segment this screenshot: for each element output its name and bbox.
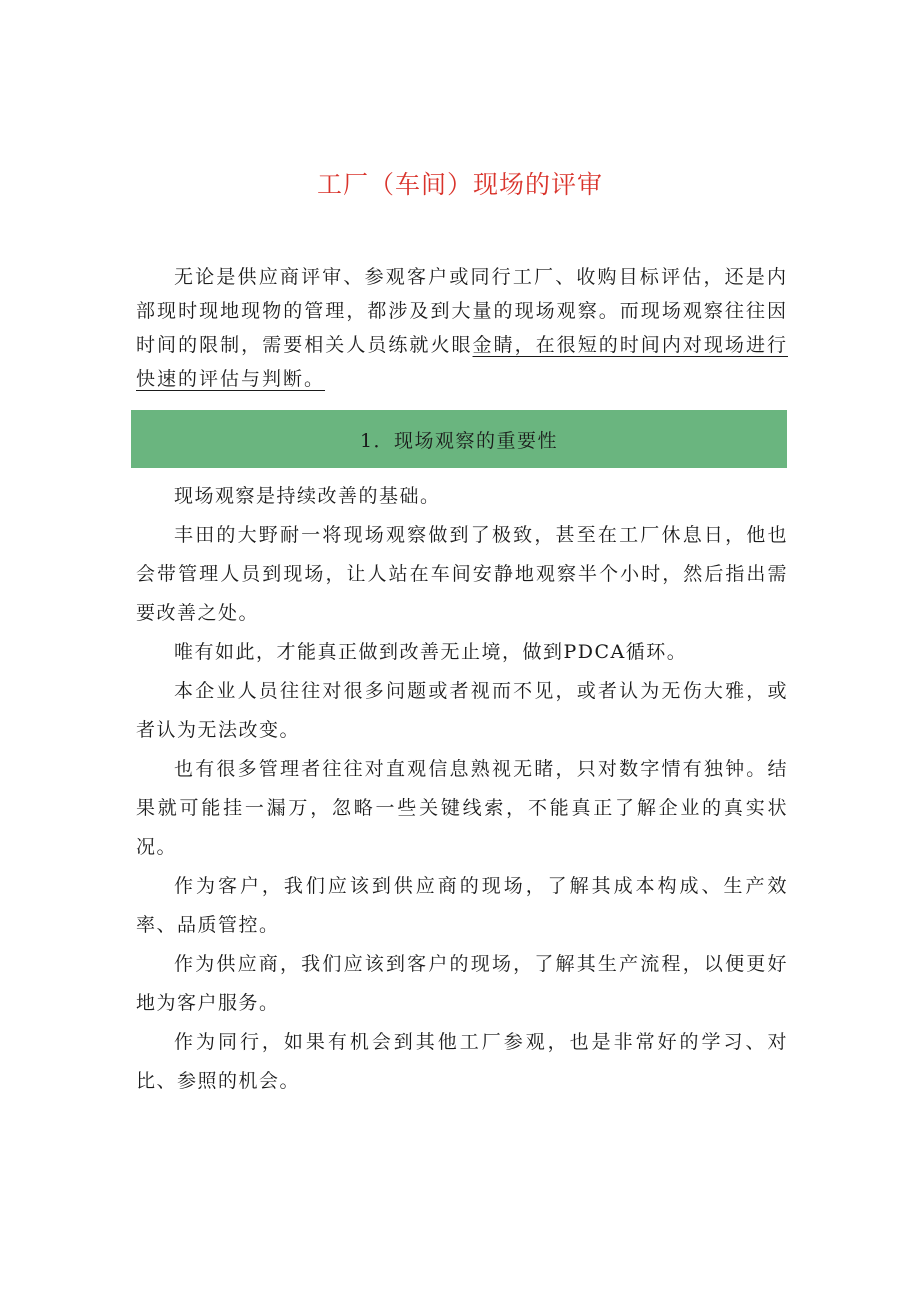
paragraph: 现场观察是持续改善的基础。 (174, 485, 441, 507)
paragraph: 也有很多管理者往往对直观信息熟视无睹，只对数字情有独钟。结果就可能挂一漏万，忽略一些关键线索，不能真正了解企业的真实状况。 (136, 758, 788, 858)
section-heading-bar (131, 410, 787, 468)
intro-paragraph (136, 260, 788, 396)
intro-text: 无论是供应商评审、参观客户或同行工厂、收购目标评估，还是内部现时现地现物的管理，都涉及到大量的现场观察。而现场观察往往因时间的限制，需要相关人员练就火眼 (136, 266, 788, 356)
document-title: 工厂（车间）现场的评审 (316, 170, 603, 199)
paragraph: 作为客户，我们应该到供应商的现场，了解其成本构成、生产效率、品质管控。 (136, 875, 788, 936)
paragraph: 唯有如此，才能真正做到改善无止境，做到PDCA循环。 (174, 641, 688, 663)
paragraph: 作为供应商，我们应该到客户的现场，了解其生产流程，以便更好地为客户服务。 (136, 953, 788, 1014)
intro-underlined-text: 金睛，在很短的时间内对现场进行快速的评估与判断。 (136, 334, 788, 390)
paragraph: 本企业人员往往对很多问题或者视而不见，或者认为无伤大雅，或者认为无法改变。 (136, 680, 788, 741)
paragraph: 作为同行，如果有机会到其他工厂参观，也是非常好的学习、对比、参照的机会。 (136, 1031, 788, 1092)
body-paragraphs (136, 477, 788, 1101)
paragraph: 丰田的大野耐一将现场观察做到了极致，甚至在工厂休息日，他也会带管理人员到现场，让人站在车间安静地观察半个小时，然后指出需要改善之处。 (136, 524, 788, 624)
section-heading: 1．现场观察的重要性 (359, 429, 559, 452)
